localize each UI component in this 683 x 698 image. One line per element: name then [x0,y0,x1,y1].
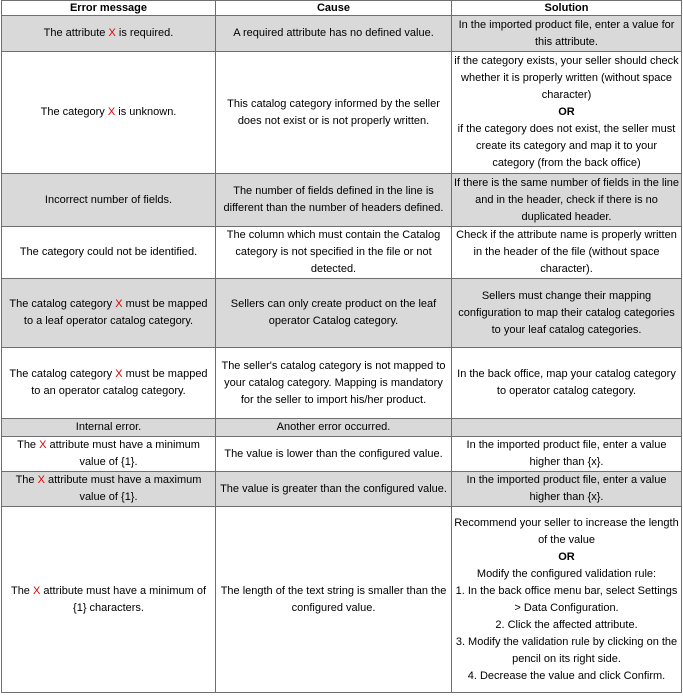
error-message-cell: The X attribute must have a minimum value of {1}. [2,437,216,472]
placeholder-x: X [32,584,41,597]
solution-cell: In the imported product file, enter a value for this attribute. [452,16,682,52]
placeholder-x: X [37,474,45,486]
cause-cell: The column which must contain the Catalog category is not specified in the file or not detected. [216,227,452,279]
step-4: 4. Decrease the value and click Confirm. [467,669,666,682]
solution-cell: if the category exists, your seller should check whether it is properly written (without space character) OR if the category does not exist, the seller must create its category and map it to your category (from the back office) [452,52,682,174]
table-row [2,472,682,507]
error-message-cell: The X attribute must have a minimum of {1} characters. [2,507,216,693]
placeholder-x: X [39,439,47,451]
solution-cell: In the imported product file, enter a value higher than {x}. [452,437,682,472]
error-message-cell: The catalog category X must be mapped to a leaf operator catalog category. [2,279,216,348]
or-separator: OR [558,550,575,563]
solution-cell: If there is the same number of fields in the line and in the header, check if there is no duplicated header. [452,174,682,227]
solution-cell: In the imported product file, enter a value higher than {x}. [452,472,682,507]
header-solution: Solution [452,1,682,16]
cause-cell: The number of fields defined in the line is different than the number of headers defined. [216,174,452,227]
placeholder-x: X [115,368,123,380]
placeholder-x: X [115,298,123,310]
placeholder-x: X [107,106,116,118]
cause-cell: A required attribute has no defined value. [216,16,452,52]
table-row [2,419,682,437]
table-row [2,52,682,174]
header-cause: Cause [216,1,452,16]
cause-cell: The value is lower than the configured value. [216,437,452,472]
step-1: 1. In the back office menu bar, select Settings > Data Configuration. [455,584,678,614]
cause-cell: The length of the text string is smaller than the configured value. [216,507,452,693]
solution-cell: Sellers must change their mapping configuration to map their catalog categories to your leaf catalog categories. [452,279,682,348]
table-row [2,16,682,52]
cause-cell: Another error occurred. [216,419,452,437]
step-3: 3. Modify the validation rule by clicking on the pencil on its right side. [455,635,678,665]
error-message-cell: Internal error. [2,419,216,437]
table-row [2,174,682,227]
error-message-cell: Incorrect number of fields. [2,174,216,227]
solution-cell: In the back office, map your catalog category to operator catalog category. [452,348,682,419]
table-row [2,279,682,348]
table-row [2,348,682,419]
solution-cell: Recommend your seller to increase the length of the value OR Modify the configured validation rule: 1. In the back office menu bar, select Settings > Data Configuration. 2. Click the affected attribute. 3. Modify the validation rule by clicking on the pencil on its right side. 4. Decrease the value and click Confirm. [452,507,682,693]
error-message-cell: The catalog category X must be mapped to an operator catalog category. [2,348,216,419]
cause-cell: The value is greater than the configured value. [216,472,452,507]
placeholder-x: X [108,27,116,39]
error-message-cell: The attribute X is required. [2,16,216,52]
error-message-cell: The category X is unknown. [2,52,216,174]
solution-cell [452,419,682,437]
solution-cell: Check if the attribute name is properly written in the header of the file (without space character). [452,227,682,279]
table-row [2,507,682,693]
table-row [2,227,682,279]
or-separator: OR [558,106,575,118]
error-message-cell: The X attribute must have a maximum value of {1}. [2,472,216,507]
step-2: 2. Click the affected attribute. [495,618,638,631]
cause-cell: The seller's catalog category is not mapped to your catalog category. Mapping is mandatory for the seller to import his/her product. [216,348,452,419]
error-table [1,0,682,693]
header-row [2,1,682,16]
table-row [2,437,682,472]
cause-cell: This catalog category informed by the seller does not exist or is not properly written. [216,52,452,174]
header-error-message: Error message [2,1,216,16]
cause-cell: Sellers can only create product on the leaf operator Catalog category. [216,279,452,348]
error-message-cell: The category could not be identified. [2,227,216,279]
